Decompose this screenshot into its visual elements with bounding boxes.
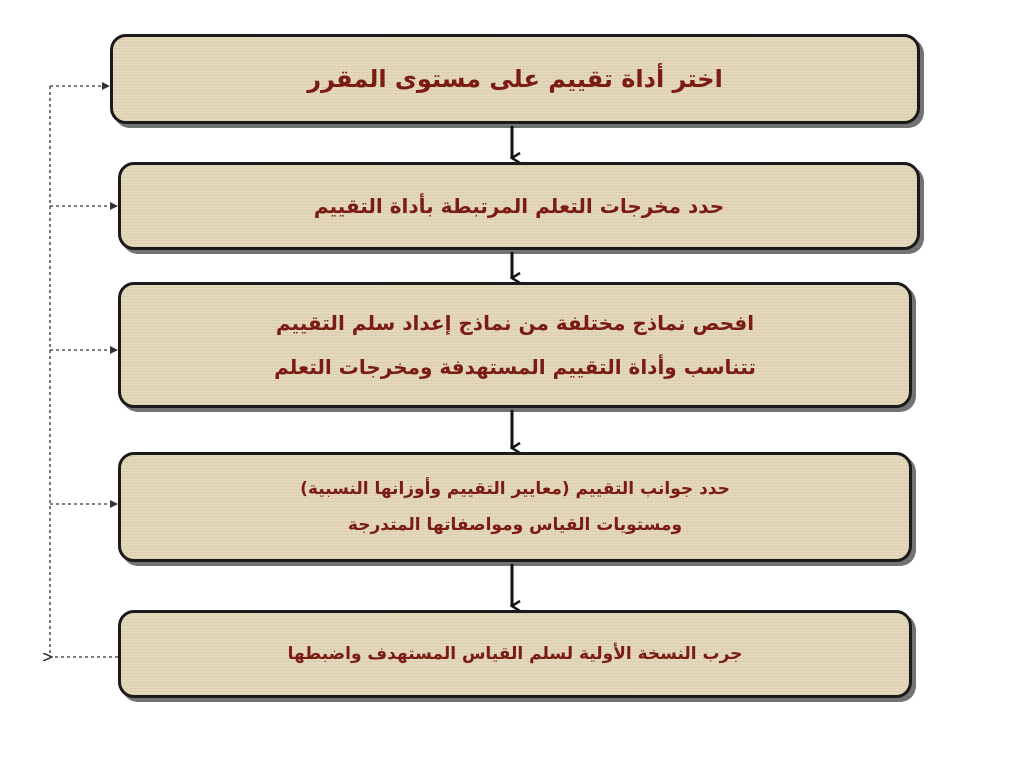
step-4-text-line-2: ومستويات القياس ومواصفاتها المتدرجة xyxy=(347,515,683,535)
step-box-1 xyxy=(110,34,920,124)
step-1-text: اختر أداة تقييم على مستوى المقرر xyxy=(307,65,723,93)
step-box-3 xyxy=(118,282,912,408)
step-box-2 xyxy=(118,162,920,250)
step-3-text-line-1: افحص نماذج مختلفة من نماذج إعداد سلم التقييم xyxy=(275,311,755,335)
step-2-text: حدد مخرجات التعلم المرتبطة بأداة التقييم xyxy=(313,194,725,218)
step-4-text-line-1: حدد جوانب التقييم (معايير التقييم وأوزانها النسبية) xyxy=(300,479,730,499)
step-box-5 xyxy=(118,610,912,698)
step-5-text: جرب النسخة الأولية لسلم القياس المستهدف واضبطها xyxy=(287,644,743,664)
step-3-text-line-2: تتناسب وأداة التقييم المستهدفة ومخرجات التعلم xyxy=(274,355,756,379)
step-box-4 xyxy=(118,452,912,562)
